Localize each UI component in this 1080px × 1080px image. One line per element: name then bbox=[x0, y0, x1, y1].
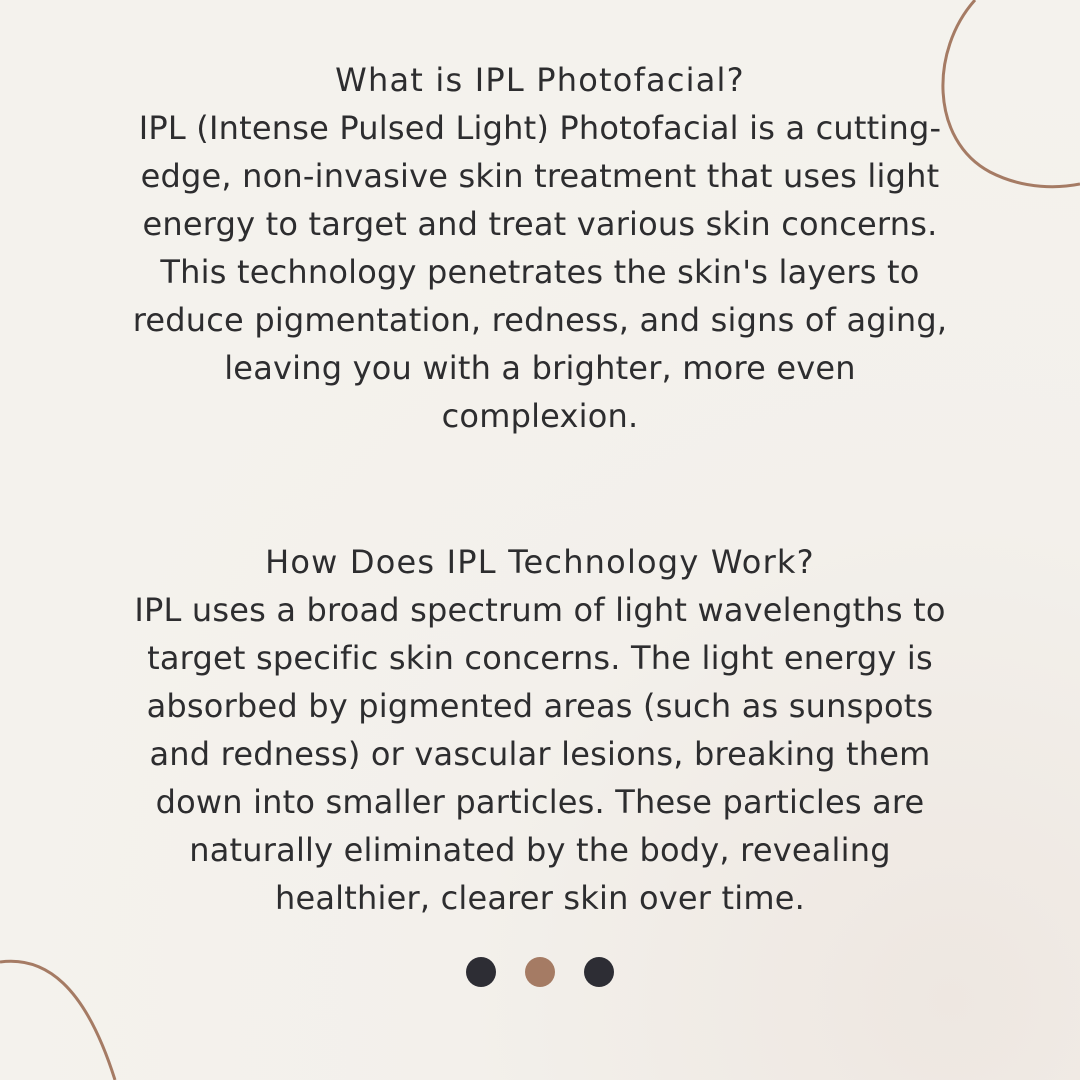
section-body: IPL (Intense Pulsed Light) Photofacial is a cutting-edge, non-invasive skin treatment that uses light energy to target and treat various skin concerns. This technology penetrates the skin's layers to reduce pigmentation, redness, and signs of aging, leaving you with a brighter, more even complexion. bbox=[132, 109, 948, 435]
page-dot-1[interactable] bbox=[466, 957, 496, 987]
section-body: IPL uses a broad spectrum of light wavelengths to target specific skin concerns. The light energy is absorbed by pigmented areas (such as sunspots and redness) or vascular lesions, breaking them down into smaller particles. These particles are naturally eliminated by the body, revealing healthier, clearer skin over time. bbox=[134, 591, 946, 917]
section-heading: How Does IPL Technology Work? bbox=[265, 543, 815, 581]
section-heading: What is IPL Photofacial? bbox=[335, 61, 745, 99]
section-how-ipl-works bbox=[100, 538, 980, 922]
pagination-dots bbox=[0, 957, 1080, 987]
section-what-is-ipl bbox=[100, 56, 980, 440]
page-dot-2[interactable] bbox=[525, 957, 555, 987]
page-dot-3[interactable] bbox=[584, 957, 614, 987]
